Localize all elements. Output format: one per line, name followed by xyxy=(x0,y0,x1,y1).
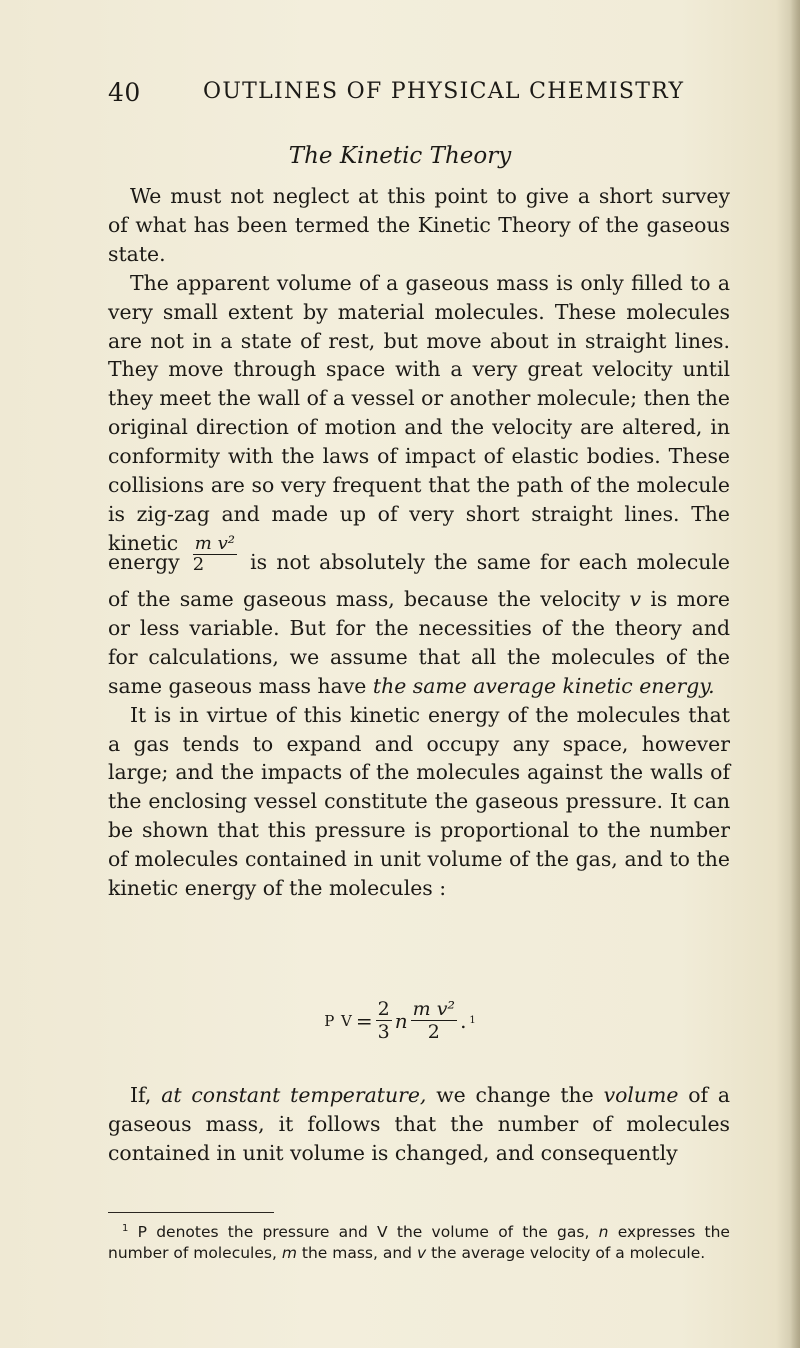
pressure-formula: P V = $\frac{2}{3}$ n $\frac{\text{m v²}}{2}$ . 1 xyxy=(324,998,476,1043)
page-header xyxy=(108,78,685,118)
fraction-denominator: 2 xyxy=(192,554,205,575)
energy-line xyxy=(108,533,730,577)
paragraph-2: The apparent volume of a gaseous mass is only filled to a very small extent by material molecules. These molecules are not in a state of rest, but move about in straight lines. They move through space with a very great velocity until they meet the wall of a vessel or another molecule; then the original direction of motion and the velocity are altered, in conformity with the laws of impact of elastic bodies. These collisions are so very frequent that the path of the molecule is zig-zag and made up of very short straight lines. The kinetic xyxy=(108,270,730,555)
paragraph-3 xyxy=(108,585,730,701)
footnote xyxy=(108,1222,730,1264)
p5-italic-1: at constant temperature, xyxy=(161,1083,427,1107)
footnote-mark: 1 xyxy=(122,1222,129,1234)
paragraph-4: It is in virtue of this kinetic energy of the molecules that a gas tends to expand and occupy any space, however large; and the impacts of the molecules against the walls of the enclosing vessel constitute the gaseous pressure. It can be shown that this pressure is proportional to the number of molecules contained in unit volume of the gas, and to the kinetic energy of the molecules : xyxy=(108,702,730,901)
body-text-top xyxy=(108,182,730,558)
p3-mid: is more or less variable. But for the necessities of the theory and for calculations, we assume that all the molecules of the same gaseous mass have xyxy=(108,587,730,698)
energy-line-rest: is not absolutely the same for each molecule xyxy=(250,550,730,574)
footnote-text-a: P denotes the pressure and V the volume of the gas, xyxy=(137,1223,590,1241)
p5-end: of a gaseous mass, it follows that the number of molecules contained in unit volume is changed, and consequently xyxy=(108,1083,731,1165)
footnote-v: v xyxy=(416,1244,427,1262)
p5-italic-2: volume xyxy=(603,1083,679,1107)
energy-word: energy xyxy=(108,550,180,574)
body-text-middle xyxy=(108,585,730,903)
formula-coefficient xyxy=(376,1000,392,1042)
p3-start: of the same gaseous mass, because the velocity xyxy=(108,587,621,611)
page-edge-shadow xyxy=(790,0,800,1348)
footnote-text-b: expresses the number of molecules, xyxy=(108,1223,730,1262)
footnote-m: m xyxy=(281,1244,297,1262)
p3-velocity-symbol: v xyxy=(629,587,642,611)
footnote-n: n xyxy=(598,1223,609,1241)
p5-mid: we change the xyxy=(436,1083,594,1107)
formula-energy-fraction xyxy=(411,1000,457,1042)
footnote-divider xyxy=(108,1212,274,1213)
fraction-numerator: m v² xyxy=(194,533,235,554)
footnote-text-c: the mass, and xyxy=(301,1244,413,1262)
energy-denominator: 2 xyxy=(427,1021,440,1043)
p5-start: If, xyxy=(130,1083,152,1107)
p3-italic: the same average kinetic energy. xyxy=(372,673,715,698)
kinetic-energy-fraction xyxy=(193,535,237,574)
coefficient-numerator: 2 xyxy=(377,998,390,1020)
coefficient-denominator: 3 xyxy=(377,1021,390,1043)
section-title: The Kinetic Theory xyxy=(288,143,512,169)
formula-equals: = xyxy=(355,1009,373,1033)
footnote-text-d: the average velocity of a molecule. xyxy=(431,1244,706,1262)
paragraph-5 xyxy=(108,1081,730,1168)
energy-numerator: m v² xyxy=(412,998,456,1020)
formula-n: n xyxy=(394,1009,408,1033)
page-number: 40 xyxy=(108,78,141,107)
formula-end: . xyxy=(460,1009,467,1033)
running-head: OUTLINES OF PHYSICAL CHEMISTRY xyxy=(203,79,685,104)
formula-lhs: P V xyxy=(324,1012,353,1030)
body-text-bottom xyxy=(108,1081,730,1168)
paragraph-1: We must not neglect at this point to give a short survey of what has been termed the Kinetic Theory of the gaseous state. xyxy=(108,184,730,266)
